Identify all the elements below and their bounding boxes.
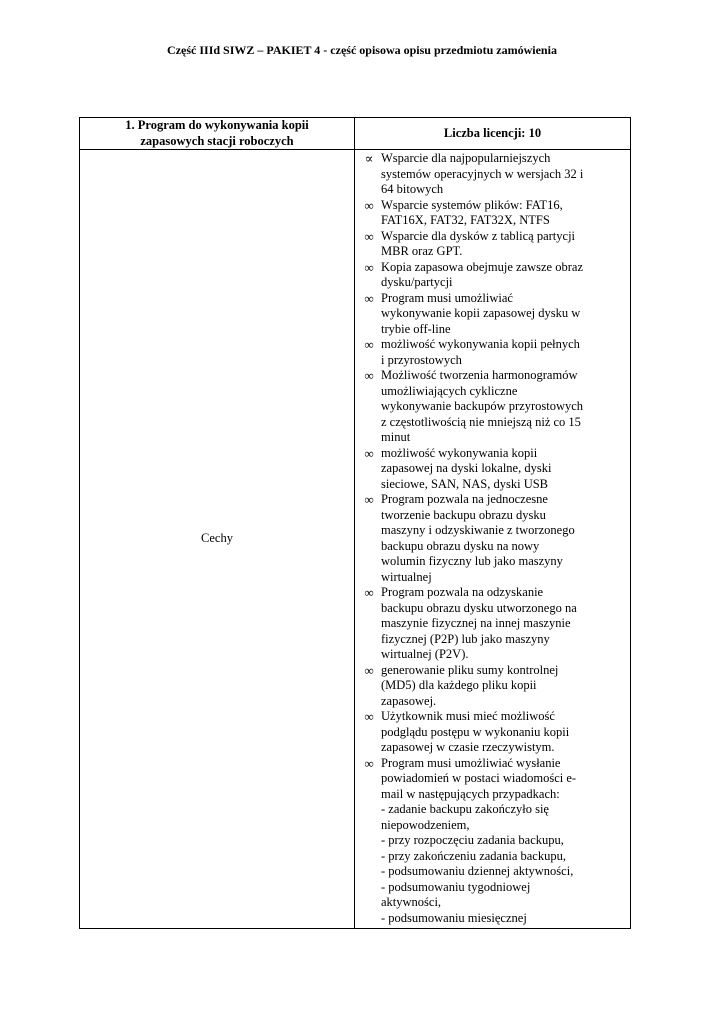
list-item [357,663,618,710]
feature-line: backupu obrazu dysku utworzonego na [381,600,577,615]
row-label-cechy: Cechy [80,150,355,929]
feature-line: wolumin fizyczny lub jako maszyny [381,554,563,568]
feature-line: umożliwiających cykliczne [381,383,518,398]
document-title: Część IIId SIWZ – PAKIET 4 - część opisowa opisu przedmiotu zamówienia [167,43,557,57]
feature-line: Program pozwala na odzyskanie [381,585,544,599]
feature-line: z częstotliwością nie mniejszą niż co 15 [381,414,581,429]
bullet-icon: ∞ [364,368,374,383]
feature-line: - podsumowaniu dziennej aktywności, [381,864,574,878]
feature-line: powiadomień w postaci wiadomości e- [381,771,577,785]
feature-text [381,229,618,260]
list-item [357,229,618,260]
feature-line: - podsumowaniu tygodniowej [381,879,531,894]
list-item [357,492,618,585]
feature-line: trybie off-line [381,321,451,336]
feature-line: - zadanie backupu zakończyło się [381,802,549,816]
bullet-icon: ∝ [364,151,374,166]
feature-line: (MD5) dla każdego pliku kopii [381,678,537,692]
table-header-row [80,118,631,150]
bullet-icon: ∞ [364,197,374,213]
feature-text [381,151,618,198]
bullet-icon: ∞ [364,709,374,724]
list-item [357,368,618,446]
header-program-line-1: 1. Program do wykonywania kopii [125,118,309,132]
feature-line: podglądu postępu w wykonaniu kopii [381,724,570,739]
feature-line: Wsparcie systemów plików: FAT16, [381,197,563,212]
feature-line: i przyrostowych [381,352,462,367]
feature-line: dysku/partycji [381,275,453,289]
feature-text [381,756,618,927]
feature-line: zapasowej w czasie rzeczywistym. [381,740,555,754]
list-item [357,291,618,338]
feature-line: Program musi umożliwiać wysłanie [381,755,561,770]
bullet-icon: ∞ [364,585,374,600]
feature-line: Program musi umożliwiać [381,290,513,305]
feature-line: Użytkownik musi mieć możliwość [381,709,555,723]
feature-line: niepowodzeniem, [381,817,470,832]
feature-text [381,198,618,229]
header-license-count: Liczba licencji: 10 [355,118,631,150]
bullet-icon: ∞ [364,492,374,507]
specification-table [79,117,631,929]
feature-line: możliwość wykonywania kopii pełnych [381,337,580,351]
list-item [357,151,618,198]
bullet-icon: ∞ [364,662,374,678]
feature-line: aktywności, [381,895,442,909]
header-program-line-2: zapasowych stacji roboczych [140,133,294,148]
feature-line: - przy zakończeniu zadania backupu, [381,848,566,863]
list-item [357,446,618,493]
feature-line: Kopia zapasowa obejmuje zawsze obraz [381,259,583,274]
feature-text [381,492,618,585]
feature-text [381,368,618,446]
list-item [357,709,618,756]
feature-line: 64 bitowych [381,182,444,196]
feature-line: mail w następujących przypadkach: [381,786,560,801]
feature-line: maszyny i odzyskiwanie z tworzonego [381,523,575,537]
feature-text [381,663,618,710]
feature-text [381,709,618,756]
bullet-icon: ∞ [364,755,374,771]
table-row [80,150,631,929]
feature-line: tworzenie backupu obrazu dysku [381,507,546,522]
list-item [357,756,618,927]
bullet-icon: ∞ [364,228,374,244]
list-item [357,260,618,291]
feature-line: Wsparcie dla dysków z tablicą partycji [381,228,576,243]
feature-line: Wsparcie dla najpopularniejszych [381,151,551,165]
feature-line: MBR oraz GPT. [381,244,463,258]
feature-line: backupu obrazu dysku na nowy [381,538,540,553]
feature-line: minut [381,430,411,444]
feature-line: wykonywanie kopii zapasowej dysku w [381,306,581,320]
feature-line: - podsumowaniu miesięcznej [381,910,527,925]
feature-line: fizycznej (P2P) lub jako maszyny [381,631,550,646]
list-item [357,198,618,229]
bullet-icon: ∞ [364,337,374,352]
header-program-name [80,118,355,150]
feature-text [381,446,618,493]
feature-text [381,337,618,368]
feature-line: wirtualnej (P2V). [381,647,469,661]
feature-text [381,291,618,338]
feature-line: możliwość wykonywania kopii [381,445,538,460]
feature-line: maszynie fizycznej na innej maszynie [381,616,571,630]
feature-line: wykonywanie backupów przyrostowych [381,399,584,413]
feature-line: systemów operacyjnych w wersjach 32 i [381,166,584,181]
feature-line: zapasowej na dyski lokalne, dyski [381,461,552,475]
feature-line: Możliwość tworzenia harmonogramów [381,368,578,382]
feature-line: zapasowej. [381,693,437,708]
feature-line: Program pozwala na jednoczesne [381,492,548,506]
bullet-icon: ∞ [364,445,374,461]
feature-line: wirtualnej [381,569,432,584]
feature-text [381,585,618,663]
feature-text [381,260,618,291]
feature-list [357,151,618,926]
list-item [357,337,618,368]
features-cell [355,150,631,929]
feature-line: - przy rozpoczęciu zadania backupu, [381,833,564,847]
feature-line: generowanie pliku sumy kontrolnej [381,662,559,677]
feature-line: sieciowe, SAN, NAS, dyski USB [381,476,549,491]
bullet-icon: ∞ [364,290,374,306]
bullet-icon: ∞ [364,259,374,275]
list-item [357,585,618,663]
feature-line: FAT16X, FAT32, FAT32X, NTFS [381,213,550,227]
